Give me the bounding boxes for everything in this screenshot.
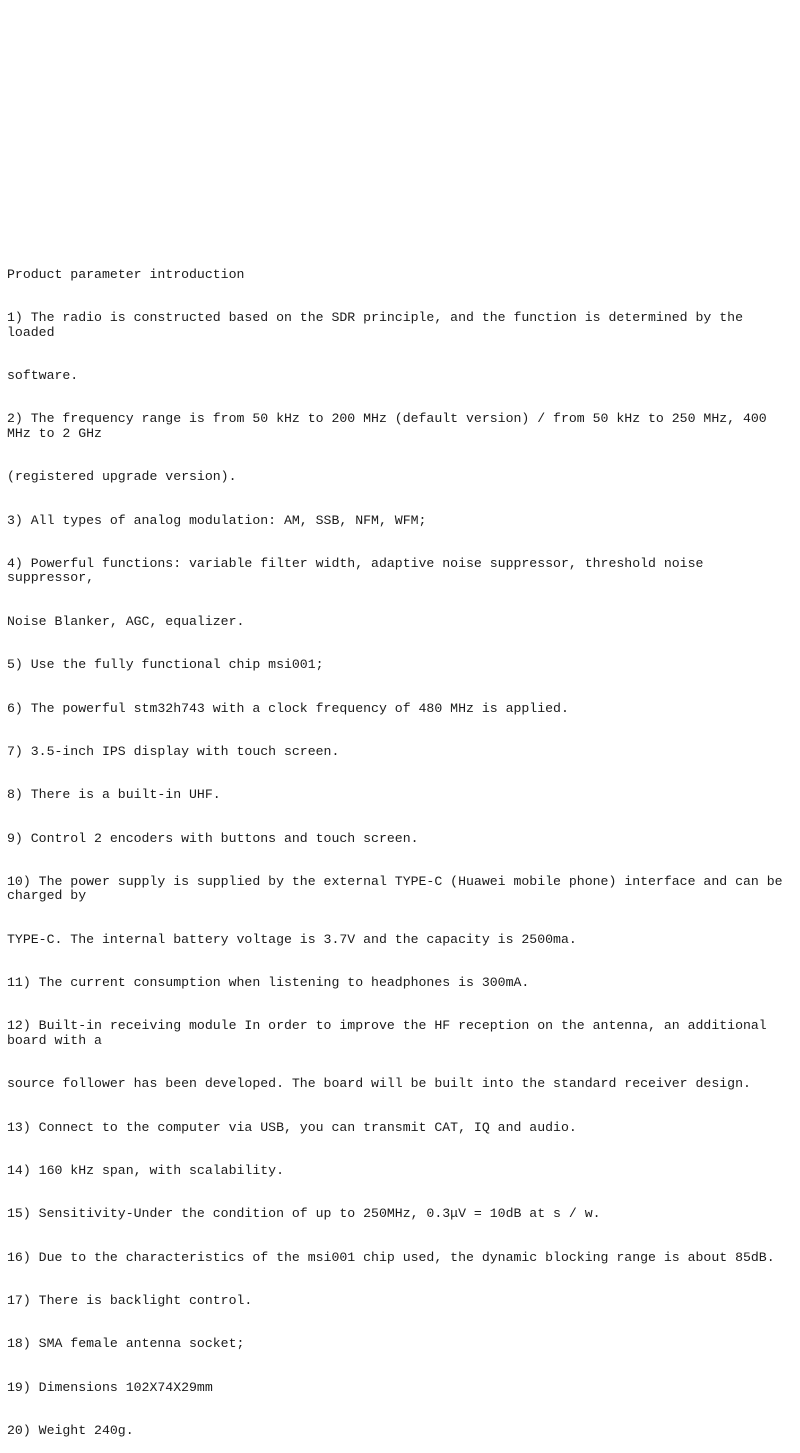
spec-line-17: 17) There is backlight control.: [7, 1293, 253, 1309]
spec-line-12b: source follower has been developed. The board will be built into the standard receiver design.: [7, 1076, 751, 1092]
spec-line-7: 7) 3.5-inch IPS display with touch screen.: [7, 743, 340, 759]
spec-line-15: 15) Sensitivity-Under the condition of up to 250MHz, 0.3μV = 10dB at s / w.: [7, 1206, 601, 1222]
spec-line-13: 13) Connect to the computer via USB, you can transmit CAT, IQ and audio.: [7, 1119, 577, 1135]
spec-line-1a: 1) The radio is constructed based on the SDR principle, and the function is determined by the loaded: [7, 310, 751, 340]
parameter-document: [7, 239, 793, 1453]
spec-line-2a: 2) The frequency range is from 50 kHz to 200 MHz (default version) / from 50 kHz to 250 MHz, 400 MHz to 2 GHz: [7, 411, 775, 441]
spec-line-20: 20) Weight 240g.: [7, 1423, 134, 1439]
spec-line-4a: 4) Powerful functions: variable filter width, adaptive noise suppressor, threshold noise suppressor,: [7, 555, 712, 586]
spec-line-6: 6) The powerful stm32h743 with a clock frequency of 480 MHz is applied.: [7, 700, 569, 716]
spec-line-11: 11) The current consumption when listening to headphones is 300mA.: [7, 975, 530, 991]
spec-line-18: 18) SMA female antenna socket;: [7, 1336, 245, 1352]
spec-line-8: 8) There is a built-in UHF.: [7, 787, 221, 803]
spec-line-10b: TYPE-C. The internal battery voltage is 3.7V and the capacity is 2500ma.: [7, 931, 577, 947]
spec-line-16: 16) Due to the characteristics of the msi001 chip used, the dynamic blocking range is about 85dB.: [7, 1249, 775, 1265]
spec-line-2b: (registered upgrade version).: [7, 469, 237, 485]
spec-line-5: 5) Use the fully functional chip msi001;: [7, 657, 324, 673]
spec-line-10a: 10) The power supply is supplied by the external TYPE-C (Huawei mobile phone) interface and can be charged by: [7, 873, 791, 904]
spec-line-19: 19) Dimensions 102X74X29mm: [7, 1379, 213, 1395]
spec-line-4b: Noise Blanker, AGC, equalizer.: [7, 613, 245, 629]
spec-line-14: 14) 160 kHz span, with scalability.: [7, 1163, 284, 1178]
spec-line-12a: 12) Built-in receiving module In order to improve the HF reception on the antenna, an additional board with a: [7, 1018, 775, 1048]
spec-line-3: 3) All types of analog modulation: AM, SSB, NFM, WFM;: [7, 512, 427, 528]
spec-line-9: 9) Control 2 encoders with buttons and touch screen.: [7, 830, 419, 846]
document-title: Product parameter introduction: [7, 266, 245, 282]
spec-line-1b: software.: [7, 368, 79, 384]
